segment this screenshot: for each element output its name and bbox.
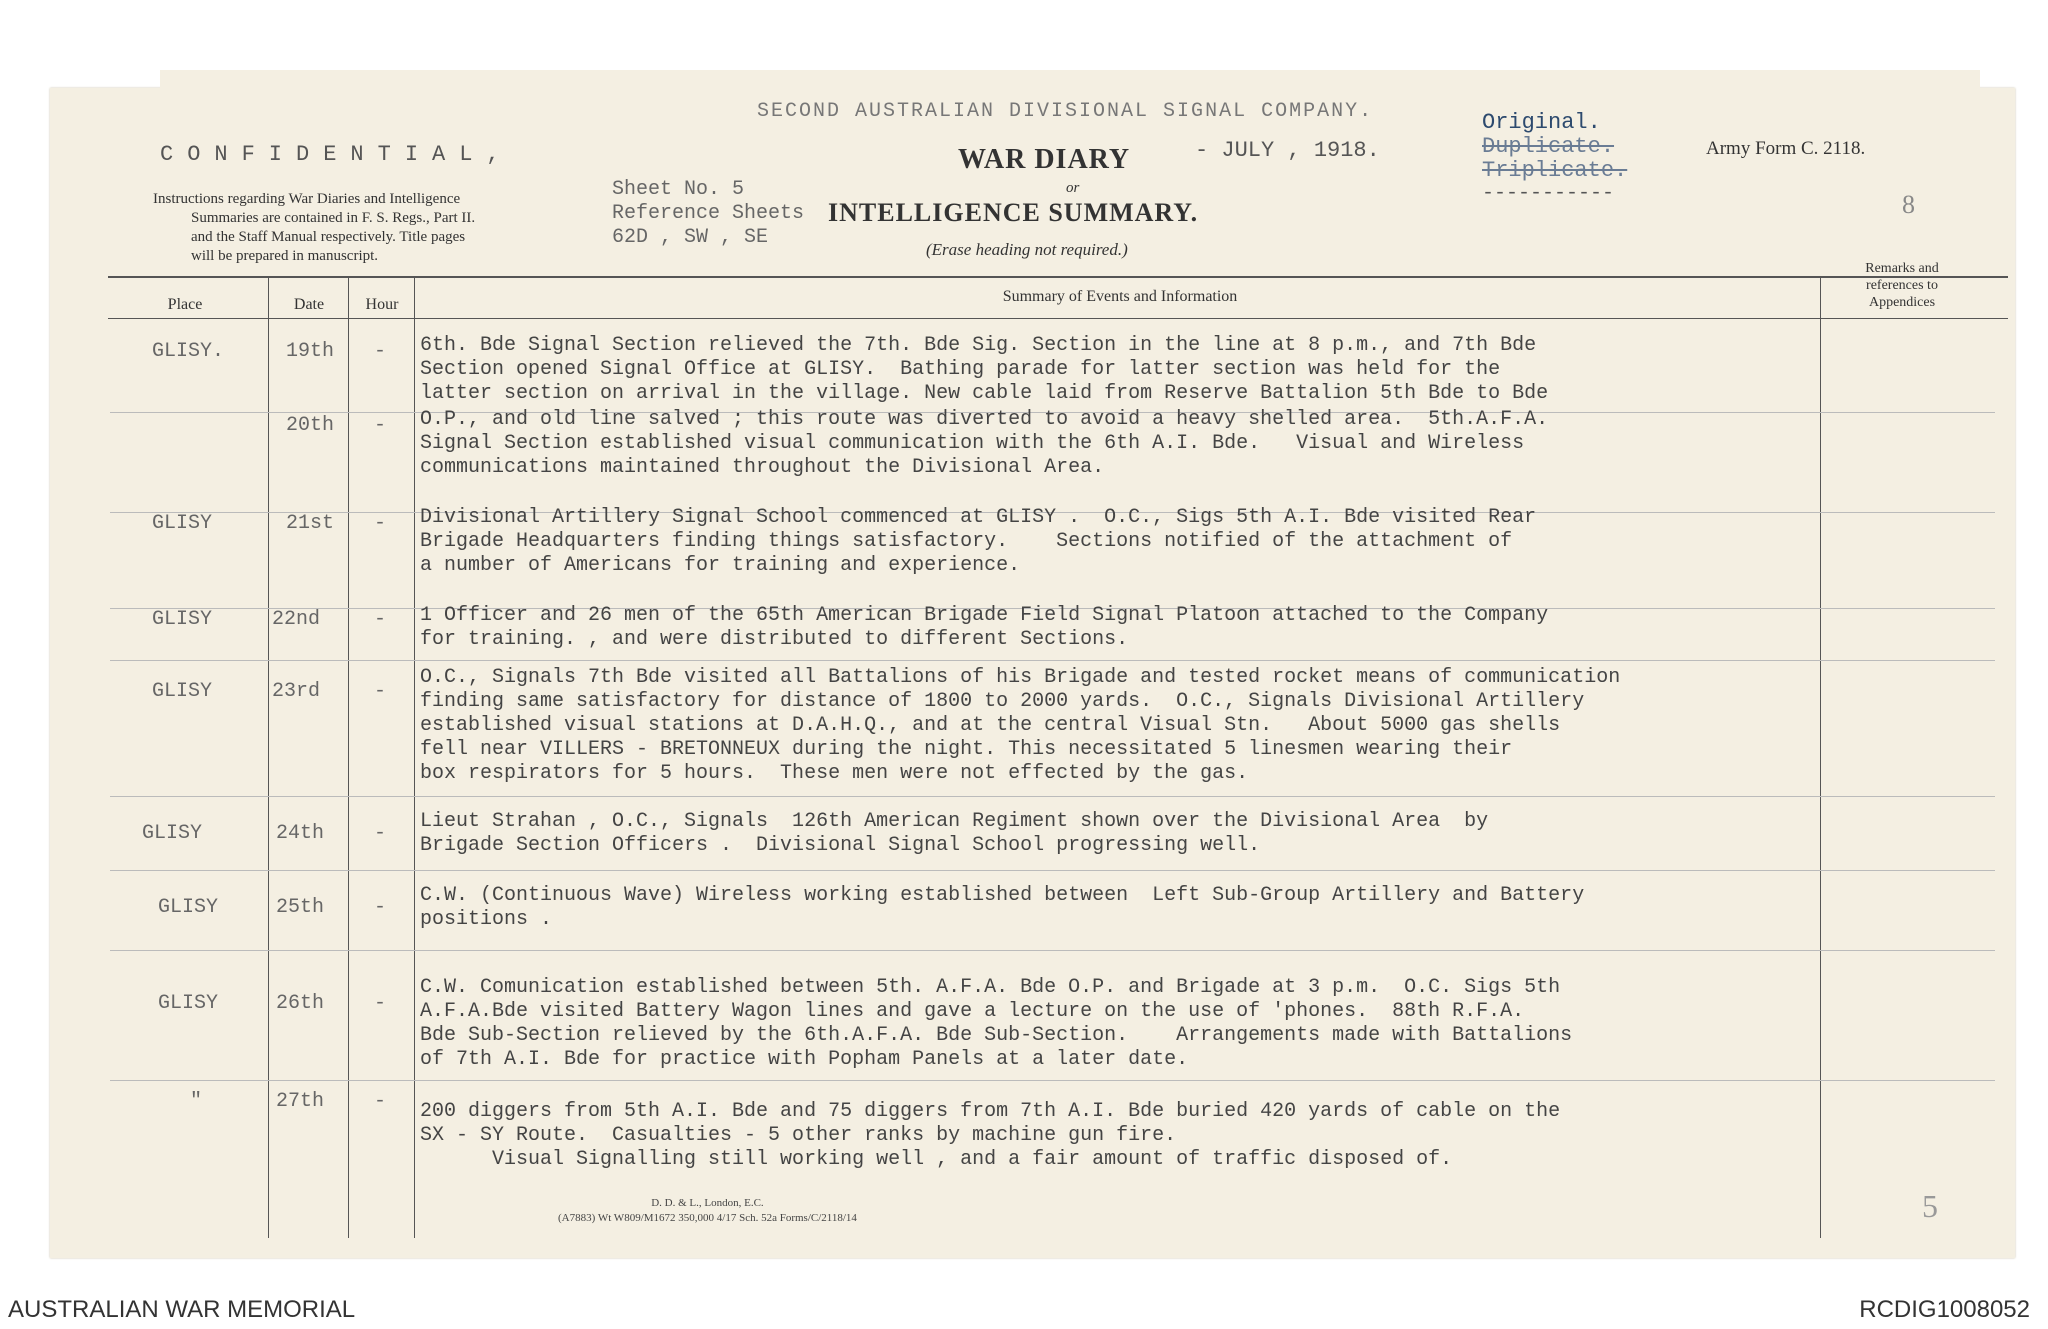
row-hour: - <box>374 340 387 363</box>
entry-line: latter section on arrival in the village. New cable laid from Reserve Battalion 5th Bde to Bde <box>420 382 1549 405</box>
entry-line: A.F.A.Bde visited Battery Wagon lines and gave a lecture on the use of 'phones. 88th R.F.A. <box>420 1000 1525 1023</box>
col-head-remarks <box>1822 260 1982 311</box>
row-place: GLISY <box>152 512 213 535</box>
entry-line: fell near VILLERS - BRETONNEUX during the night. This necessitated 5 linesmen wearing their <box>420 738 1513 761</box>
reference-sheets: Reference Sheets <box>612 202 805 225</box>
entry-line: a number of Americans for training and experience. <box>420 554 1021 577</box>
row-rule <box>110 1080 1995 1081</box>
confidential-stamp: CONFIDENTIAL, <box>160 142 514 167</box>
row-date: 20th <box>286 414 335 437</box>
row-place: " <box>190 1090 203 1113</box>
row-entry <box>420 334 1548 406</box>
row-date: 19th <box>286 340 335 363</box>
entry-line: Section opened Signal Office at GLISY. Bathing parade for latter section was held for the <box>420 358 1501 381</box>
copy-original: Original. <box>1482 110 1601 135</box>
row-entry <box>420 666 1620 786</box>
row-entry <box>420 506 1536 578</box>
row-hour: - <box>374 822 387 845</box>
row-rule <box>110 950 1995 951</box>
printer-imprint <box>558 1196 857 1226</box>
row-entry <box>420 408 1548 480</box>
instructions-line: Instructions regarding War Diaries and Intelligence <box>153 191 461 207</box>
entry-line: Divisional Artillery Signal School commenced at GLISY . O.C., Sigs 5th A.I. Bde visited Rear <box>420 506 1537 529</box>
row-place: GLISY <box>142 822 203 845</box>
row-hour: - <box>374 896 387 919</box>
copy-duplicate: Duplicate. <box>1482 134 1615 159</box>
company-name: SECOND AUSTRALIAN DIVISIONAL SIGNAL COMPANY. <box>757 100 1374 123</box>
page-number: 5 <box>1922 1188 1938 1224</box>
row-date: 23rd <box>272 680 321 703</box>
entry-line: O.C., Signals 7th Bde visited all Battalions of his Brigade and tested rocket means of communication <box>420 666 1621 689</box>
entry-line: C.W. (Continuous Wave) Wireless working established between Left Sub-Group Artillery and Battery <box>420 884 1585 907</box>
row-place: GLISY <box>152 680 213 703</box>
entry-line: of 7th A.I. Bde for practice with Popham Panels at a later date. <box>420 1048 1189 1071</box>
instructions-line: Summaries are contained in F. S. Regs., Part II. <box>191 210 476 226</box>
col-head-date: Date <box>293 296 325 313</box>
remarks-line: references to <box>1866 278 1938 293</box>
row-hour: - <box>374 414 387 437</box>
or-label: or <box>1066 180 1080 196</box>
diary-month: - JULY , 1918. <box>1195 138 1380 163</box>
row-hour: - <box>374 1090 387 1113</box>
entry-line: Brigade Section Officers . Divisional Signal School progressing well. <box>420 834 1261 857</box>
row-place: GLISY <box>152 608 213 631</box>
sheet-page-mark: 8 <box>1902 190 1915 219</box>
row-entry <box>420 976 1572 1072</box>
entry-line: Signal Section established visual communication with the 6th A.I. Bde. Visual and Wireless <box>420 432 1525 455</box>
row-place: GLISY. <box>152 340 225 363</box>
row-place: GLISY <box>158 992 219 1015</box>
entry-line: established visual stations at D.A.H.Q., and at the central Visual Stn. About 5000 gas shells <box>420 714 1561 737</box>
archive-name: AUSTRALIAN WAR MEMORIAL <box>8 1296 356 1323</box>
sheet-info <box>612 178 804 250</box>
col-head-hour: Hour <box>365 296 399 313</box>
row-date: 24th <box>276 822 325 845</box>
col-divider-summary <box>414 278 415 1238</box>
copy-triplicate: Triplicate. <box>1482 158 1628 183</box>
entry-line: Lieut Strahan , O.C., Signals 126th American Regiment shown over the Divisional Area by <box>420 810 1489 833</box>
copy-dashes: ----------- <box>1482 182 1615 205</box>
army-form-number: Army Form C. 2118. <box>1706 138 1866 159</box>
row-hour: - <box>374 608 387 631</box>
row-date: 21st <box>286 512 335 535</box>
row-hour: - <box>374 680 387 703</box>
row-rule <box>110 660 1995 661</box>
col-divider-remarks <box>1820 278 1821 1238</box>
row-entry <box>420 884 1584 932</box>
row-entry <box>420 604 1548 652</box>
intelligence-summary-title: INTELLIGENCE SUMMARY. <box>828 198 1199 227</box>
remarks-line: Remarks and <box>1865 261 1939 276</box>
instructions <box>153 190 603 266</box>
entry-line: Visual Signalling still working well , and a fair amount of traffic disposed of. <box>420 1148 1453 1171</box>
sheet-top-edge <box>160 70 1980 94</box>
row-date: 26th <box>276 992 325 1015</box>
archive-id: RCDIG1008052 <box>1859 1296 2030 1323</box>
col-divider-hour <box>348 278 349 1238</box>
row-date: 22nd <box>272 608 321 631</box>
table-top-rule <box>108 276 2008 278</box>
form-line: (A7883) Wt W809/M1672 350,000 4/17 Sch. 52a Forms/C/2118/14 <box>558 1212 857 1224</box>
entry-line: Brigade Headquarters finding things satisfactory. Sections notified of the attachment of <box>420 530 1513 553</box>
row-entry <box>420 810 1488 858</box>
entry-line: communications maintained throughout the Divisional Area. <box>420 456 1105 479</box>
war-diary-title: WAR DIARY <box>958 144 1131 175</box>
printer-name: D. D. & L., London, E.C. <box>651 1197 764 1209</box>
entry-line: finding same satisfactory for distance of 1800 to 2000 yards. O.C., Signals Divisional Artillery <box>420 690 1585 713</box>
table-head-rule <box>108 318 2008 319</box>
col-divider-date <box>268 278 269 1238</box>
entry-line: for training. , and were distributed to different Sections. <box>420 628 1129 651</box>
entry-line: box respirators for 5 hours. These men were not effected by the gas. <box>420 762 1249 785</box>
sheet-number: Sheet No. 5 <box>612 178 745 201</box>
remarks-line: Appendices <box>1868 295 1936 310</box>
row-date: 27th <box>276 1090 325 1113</box>
row-rule <box>110 870 1995 871</box>
entry-line: 6th. Bde Signal Section relieved the 7th. Bde Sig. Section in the line at 8 p.m., and 7th Bde <box>420 334 1537 357</box>
row-hour: - <box>374 992 387 1015</box>
entry-line: C.W. Comunication established between 5th. A.F.A. Bde O.P. and Brigade at 3 p.m. O.C. Sigs 5th <box>420 976 1561 999</box>
col-head-place: Place <box>167 296 203 313</box>
entry-line: Bde Sub-Section relieved by the 6th.A.F.A. Bde Sub-Section. Arrangements made with Battalions <box>420 1024 1573 1047</box>
entry-line: 1 Officer and 26 men of the 65th American Brigade Field Signal Platoon attached to the Company <box>420 604 1549 627</box>
instructions-line: and the Staff Manual respectively. Title pages <box>191 229 466 245</box>
row-rule <box>110 796 1995 797</box>
row-entry <box>420 1100 1560 1172</box>
col-head-summary: Summary of Events and Information <box>1002 288 1238 305</box>
entry-line: SX - SY Route. Casualties - 5 other ranks by machine gun fire. <box>420 1124 1177 1147</box>
entry-line: positions . <box>420 908 553 931</box>
sheet-codes: 62D , SW , SE <box>612 226 769 249</box>
erase-note: (Erase heading not required.) <box>926 240 1128 259</box>
entry-line: 200 diggers from 5th A.I. Bde and 75 diggers from 7th A.I. Bde buried 420 yards of cable on the <box>420 1100 1561 1123</box>
entry-line: O.P., and old line salved ; this route was diverted to avoid a heavy shelled area. 5th.A.F.A. <box>420 408 1549 431</box>
row-place: GLISY <box>158 896 219 919</box>
row-hour: - <box>374 512 387 535</box>
row-date: 25th <box>276 896 325 919</box>
instructions-line: will be prepared in manuscript. <box>191 248 379 264</box>
